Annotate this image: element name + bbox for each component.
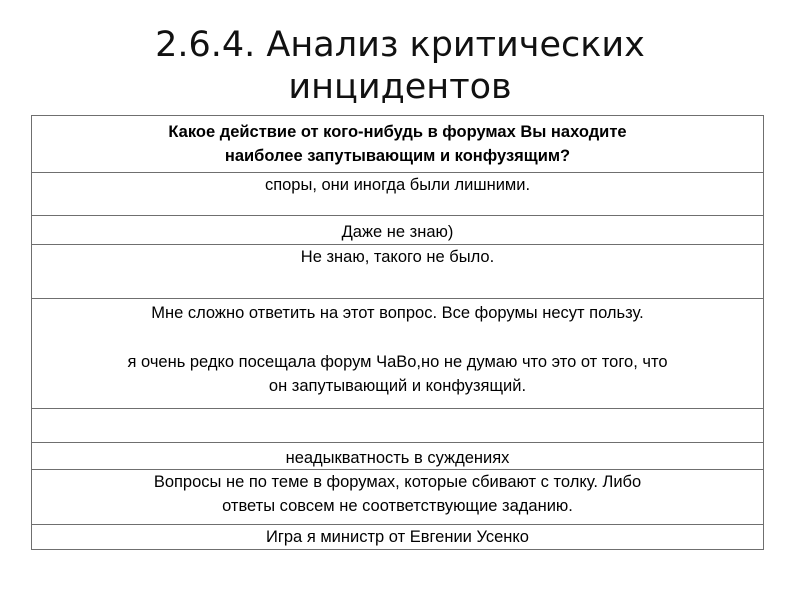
row-text: Не знаю, такого не было. <box>300 248 495 266</box>
row-text: Даже не знаю) <box>341 223 454 241</box>
table-row-empty <box>32 409 763 443</box>
slide-title <box>0 24 800 108</box>
row-text: он запутывающий и конфузящий. <box>268 377 527 395</box>
row-text: Игра я министр от Евгении Усенко <box>266 528 529 546</box>
table-header <box>32 116 763 173</box>
table-row <box>32 299 763 409</box>
row-text: неадыкватность в суждениях <box>285 449 510 467</box>
row-text: Мне сложно ответить на этот вопрос. Все форумы несут пользу. <box>151 304 644 322</box>
row-text: ответы совсем не соответствующие заданию. <box>222 497 573 515</box>
table-row <box>32 525 763 550</box>
slide-title-line-1: 2.6.4. Анализ критических <box>155 25 645 65</box>
table-header-line-1: Какое действие от кого-нибудь в форумах Вы находите <box>168 123 627 141</box>
table-row <box>32 216 763 245</box>
row-text: споры, они иногда были лишними. <box>264 176 531 194</box>
slide-title-line-2: инцидентов <box>288 67 512 107</box>
row-text: я очень редко посещала форум ЧаВо,но не думаю что это от того, что <box>127 353 668 371</box>
table-row <box>32 245 763 299</box>
table-row <box>32 173 763 216</box>
row-text: Вопросы не по теме в форумах, которые сбивают с толку. Либо <box>153 473 642 491</box>
responses-table <box>31 115 764 550</box>
table-header-line-2: наиболее запутывающим и конфузящим? <box>224 147 571 165</box>
table-row <box>32 443 763 470</box>
table-row <box>32 470 763 525</box>
